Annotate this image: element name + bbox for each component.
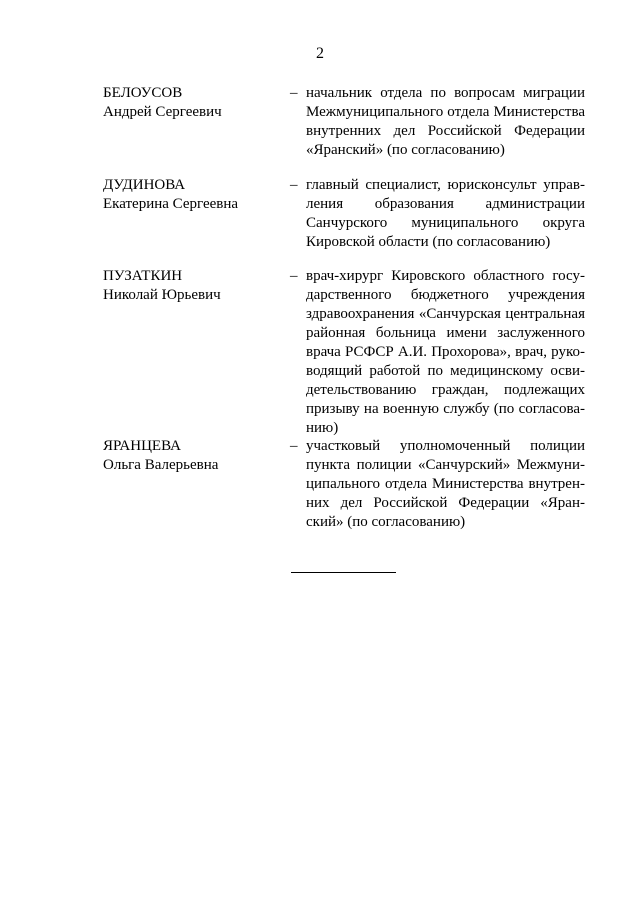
end-of-list-divider xyxy=(291,572,396,573)
member-given-names: Николай Юрьевич xyxy=(103,287,221,303)
entry-dash: – xyxy=(290,268,298,284)
member-role-description: начальник отдела по вопросам миграции Межмуниципального отдела Министерства внутренних дел Российской Федерации «Яранский» (по согласованию) xyxy=(306,85,585,158)
member-name xyxy=(103,84,283,122)
entry-dash: – xyxy=(290,438,298,454)
member-surname: ПУЗАТКИН xyxy=(103,268,183,284)
member-surname: ДУДИНОВА xyxy=(103,177,186,193)
member-role-description: главный специалист, юрисконсульт управления образования администрации Санчурского муниципального округа Кировской области (по согласованию) xyxy=(306,177,585,250)
member-name xyxy=(103,176,283,214)
entry-dash: – xyxy=(290,85,298,101)
member-surname: ЯРАНЦЕВА xyxy=(103,438,181,454)
member-name xyxy=(103,267,283,305)
member-given-names: Екатерина Сергеевна xyxy=(103,196,239,212)
member-given-names: Андрей Сергеевич xyxy=(103,104,222,120)
member-given-names: Ольга Валерьевна xyxy=(103,457,219,473)
member-role-description: участковый уполномоченный полиции пункта полиции «Санчурский» Межмуниципального отдела Министерства внутренних дел Российской Федерации «Яранский» (по согласованию) xyxy=(306,438,585,530)
member-name xyxy=(103,437,283,475)
entry-dash: – xyxy=(290,177,298,193)
member-role-description: врач-хирург Кировского областного государственного бюджетного учреждения здравоохранения «Санчурская центральная районная больница имени заслуженного врача РСФСР А.И. Прохорова», врач, руководящий работой по медицинскому освидетельствованию граждан, подлежащих призыву на военную службу (по согласованию) xyxy=(306,268,585,436)
page-number: 2 xyxy=(316,45,324,62)
member-surname: БЕЛОУСОВ xyxy=(103,85,183,101)
